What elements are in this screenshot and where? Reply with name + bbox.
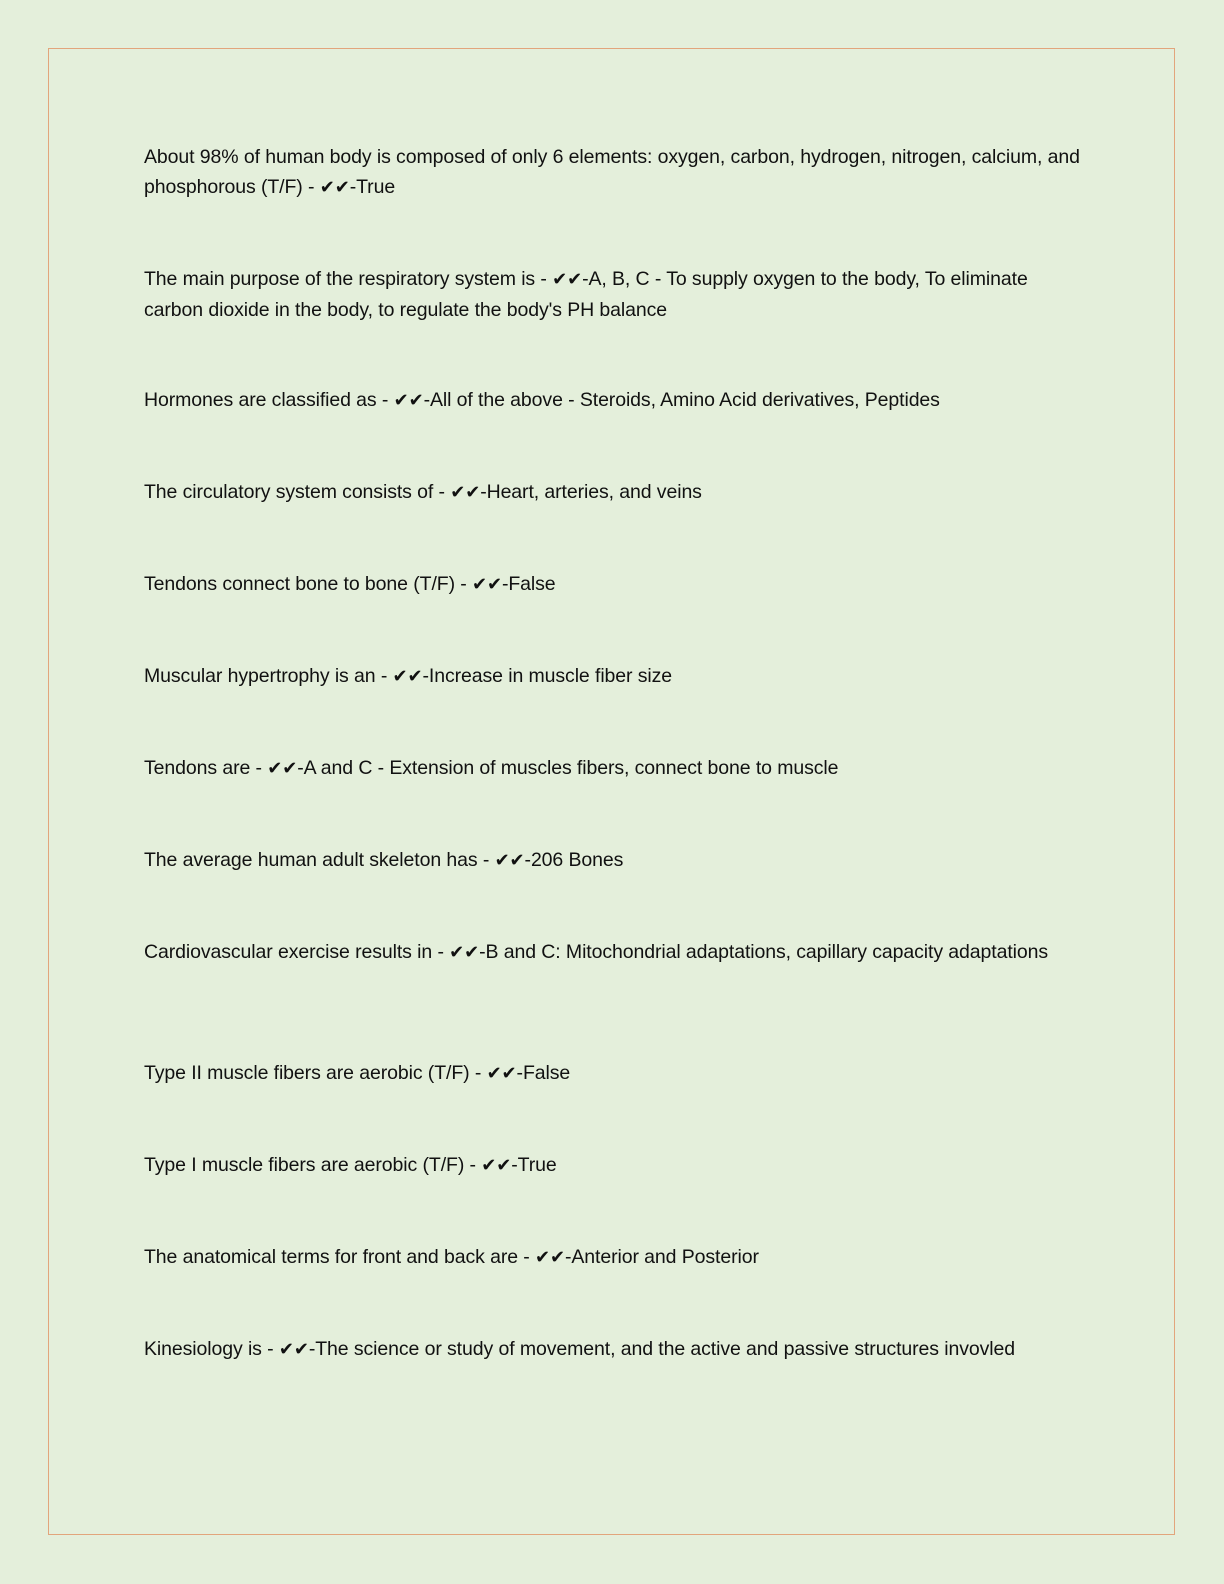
answer-text: -Increase in muscle fiber size <box>422 665 673 687</box>
qa-item <box>144 142 1084 203</box>
double-check-icon: ✔✔ <box>278 1339 309 1360</box>
qa-item <box>144 1242 1084 1273</box>
double-check-icon: ✔✔ <box>392 666 423 687</box>
answer-text: -False <box>501 573 556 595</box>
answer-text: -True <box>349 176 396 198</box>
double-check-icon: ✔✔ <box>486 1063 517 1084</box>
qa-item <box>144 385 1084 416</box>
answer-text: -A and C - Extension of muscles fibers, connect bone to muscle <box>297 757 839 779</box>
question-text: Kinesiology is - <box>144 1338 279 1360</box>
answer-text: -A, B, C - To supply oxygen to the body, To eliminate carbon dioxide in the body, to regulate the body's PH balance <box>144 268 1028 321</box>
question-text: The anatomical terms for front and back are - <box>144 1246 535 1268</box>
question-text: Cardiovascular exercise results in - <box>144 941 450 963</box>
question-text: Hormones are classified as - <box>144 389 394 411</box>
double-check-icon: ✔✔ <box>449 942 480 963</box>
qa-item <box>144 477 1084 508</box>
answer-text: -B and C: Mitochondrial adaptations, capillary capacity adaptations <box>479 941 1049 963</box>
question-text: The main purpose of the respiratory system is - <box>144 268 553 290</box>
answer-text: -206 Bones <box>524 849 624 871</box>
double-check-icon: ✔✔ <box>481 1155 512 1176</box>
answer-text: -All of the above - Steroids, Amino Acid derivatives, Peptides <box>423 389 940 411</box>
double-check-icon: ✔✔ <box>393 390 424 411</box>
question-text: The circulatory system consists of - <box>144 481 451 503</box>
question-text: Tendons are - <box>144 757 268 779</box>
answer-text: -False <box>516 1062 571 1084</box>
qa-item <box>144 661 1084 692</box>
question-text: Type I muscle fibers are aerobic (T/F) - <box>144 1154 482 1176</box>
question-text: Type II muscle fibers are aerobic (T/F) - <box>144 1062 487 1084</box>
qa-item <box>144 1150 1084 1181</box>
double-check-icon: ✔✔ <box>494 850 525 871</box>
qa-item <box>144 753 1084 784</box>
double-check-icon: ✔✔ <box>535 1247 565 1268</box>
question-text: Muscular hypertrophy is an - <box>144 665 393 687</box>
qa-item <box>144 937 1084 968</box>
question-text: Tendons connect bone to bone (T/F) - <box>144 573 472 595</box>
double-check-icon: ✔✔ <box>472 574 502 595</box>
qa-item <box>144 569 1084 600</box>
double-check-icon: ✔✔ <box>267 758 298 779</box>
answer-text: -True <box>511 1154 557 1176</box>
answer-text: -Heart, arteries, and veins <box>480 481 702 503</box>
question-text: The average human adult skeleton has - <box>144 849 495 871</box>
qa-item <box>144 845 1084 876</box>
qa-item <box>144 1058 1084 1089</box>
question-text: About 98% of human body is composed of only 6 elements: oxygen, carbon, hydrogen, nitrogen, calcium, and phosphorous (T/F) - <box>144 146 1080 198</box>
qa-item <box>144 264 1084 325</box>
double-check-icon: ✔✔ <box>319 177 350 198</box>
answer-text: -The science or study of movement, and the active and passive structures invovled <box>308 1338 1016 1360</box>
qa-item <box>144 1334 1084 1365</box>
double-check-icon: ✔✔ <box>552 269 583 290</box>
double-check-icon: ✔✔ <box>450 482 481 503</box>
answer-text: -Anterior and Posterior <box>564 1246 759 1268</box>
